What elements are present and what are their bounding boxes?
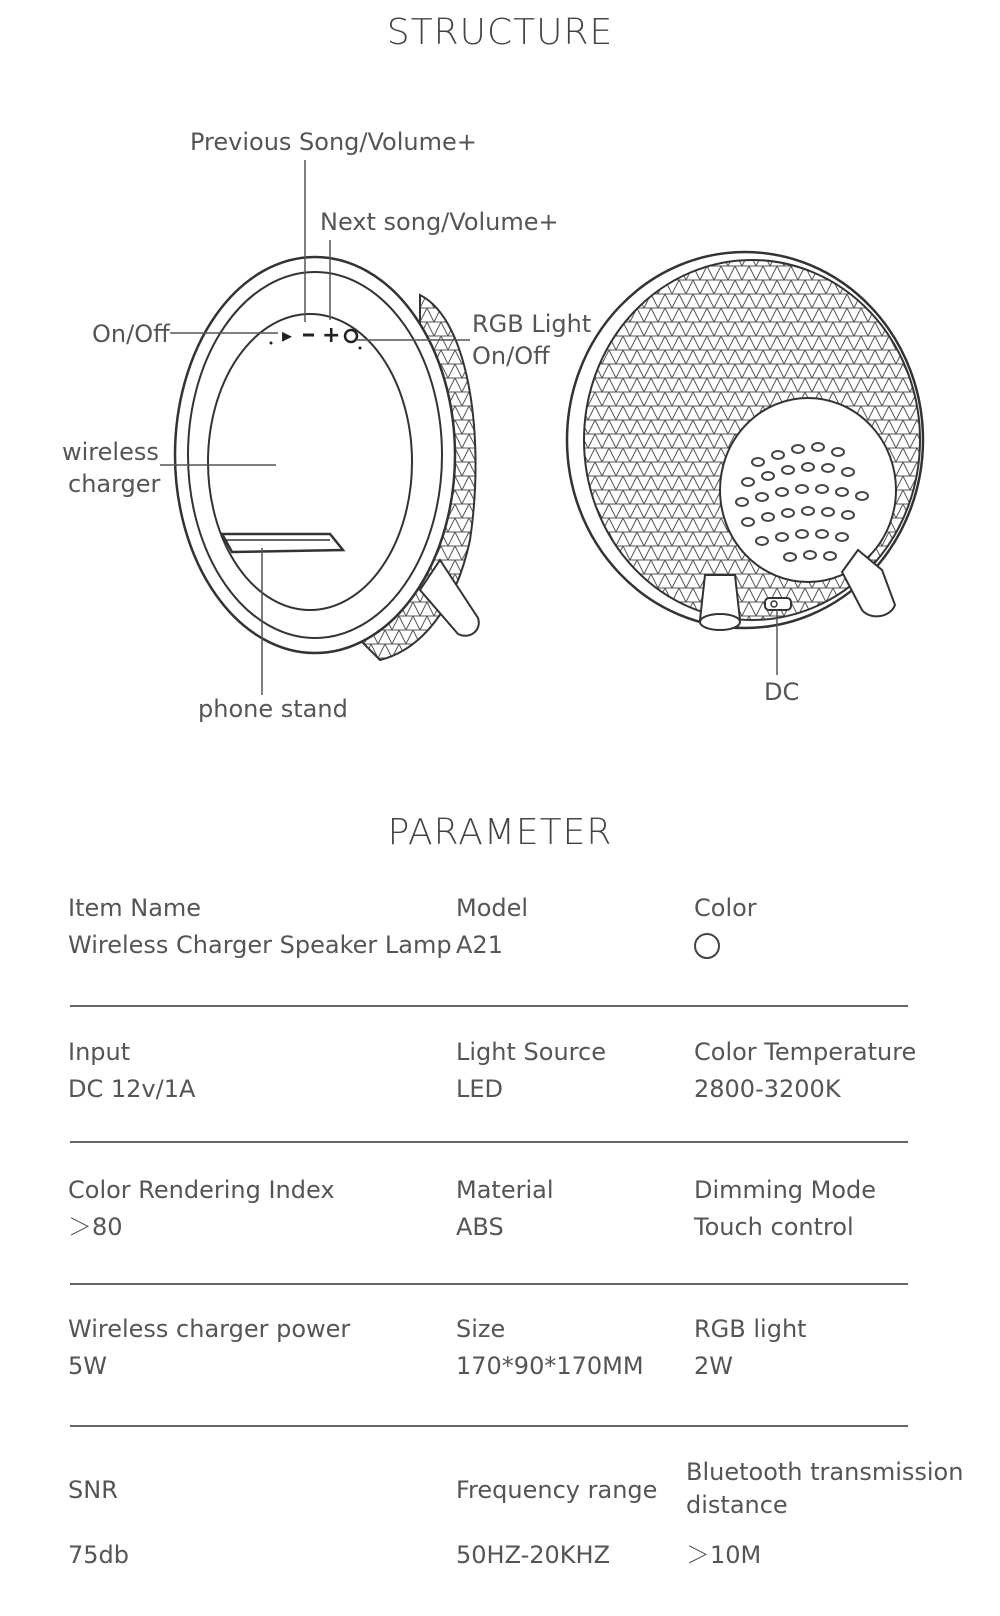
row-divider [70, 1141, 908, 1143]
svg-text:▸: ▸ [282, 323, 293, 347]
param-label: RGB light [694, 1315, 807, 1343]
param-value: 5W [68, 1352, 107, 1380]
previous-song-label: Previous Song/Volume+ [190, 128, 477, 156]
on-off-label: On/Off [92, 320, 170, 348]
rgb-light-label-line2: On/Off [472, 342, 550, 370]
param-value: DC 12v/1A [68, 1075, 196, 1103]
param-label: Color [694, 894, 757, 922]
param-value: 50HZ-20KHZ [456, 1541, 611, 1569]
rgb-light-label-line1: RGB Light [472, 310, 592, 338]
speaker-back-view [567, 252, 923, 630]
param-label: Material [456, 1176, 554, 1204]
wireless-charger-label-line1: wireless [62, 438, 159, 466]
param-value: ABS [456, 1213, 504, 1241]
param-value: 2800-3200K [694, 1075, 841, 1103]
structure-title: STRUCTURE [386, 12, 614, 53]
white-color-swatch-icon [694, 933, 720, 959]
row-divider [70, 1005, 908, 1007]
row-divider [70, 1283, 908, 1285]
color-swatch [694, 927, 720, 963]
svg-text:+: + [322, 323, 341, 348]
param-value: A21 [456, 931, 503, 959]
param-label: Light Source [456, 1038, 606, 1066]
param-label: Color Rendering Index [68, 1176, 335, 1204]
param-value: 170*90*170MM [456, 1352, 644, 1380]
param-label: Size [456, 1315, 506, 1343]
param-value: Wireless Charger Speaker Lamp [68, 931, 452, 959]
param-label: Frequency range [456, 1476, 658, 1504]
param-label: Wireless charger power [68, 1315, 351, 1343]
param-value: LED [456, 1075, 504, 1103]
param-value: 75db [68, 1541, 130, 1569]
param-label: Color Temperature [694, 1038, 917, 1066]
param-label: Item Name [68, 894, 202, 922]
param-value: ＞80 [68, 1213, 123, 1241]
param-label: Dimming Mode [694, 1176, 877, 1204]
wireless-charger-label-line2: charger [68, 470, 161, 498]
param-label: Bluetooth transmission distance [686, 1458, 964, 1519]
dc-label: DC [764, 678, 800, 706]
param-value: Touch control [694, 1213, 854, 1241]
param-label: Model [456, 894, 529, 922]
product-illustration [0, 0, 1000, 760]
param-label: Input [68, 1038, 131, 1066]
phone-stand-label: phone stand [198, 695, 348, 723]
next-song-label: Next song/Volume+ [320, 208, 559, 236]
speaker-front-view [175, 257, 479, 660]
param-label: SNR [68, 1476, 118, 1504]
row-divider [70, 1425, 908, 1427]
param-value: 2W [694, 1352, 733, 1380]
parameter-title: PARAMETER [387, 812, 613, 853]
param-value: ＞10M [686, 1541, 762, 1569]
